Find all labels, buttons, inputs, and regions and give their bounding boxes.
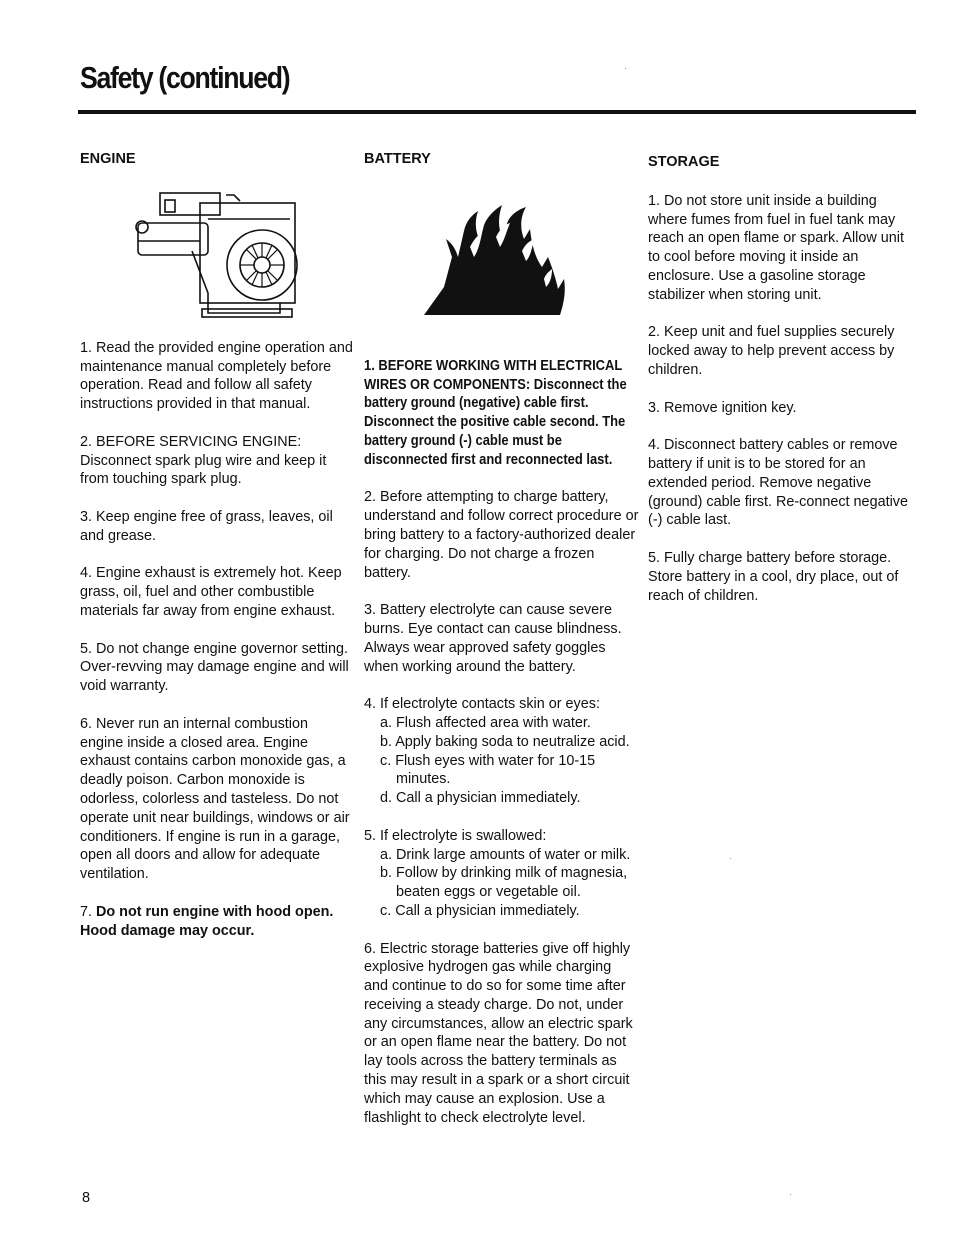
storage-item-1: 1. Do not store unit inside a building where fumes from fuel in fuel tank may reach an open flame or spark. Allow unit to cool before moving it inside an enclosure. Use a gasoline storage stabilizer when storing unit. <box>648 192 904 303</box>
engine-item-7-number: 7. <box>80 903 96 920</box>
battery-item-5-b: b. Follow by drinking milk of magnesia, beaten eggs or vegetable oil. <box>380 865 628 901</box>
page-number: 8 <box>82 1190 91 1206</box>
engine-item-2: 2. BEFORE SERVICING ENGINE: Disconnect spark plug wire and keep it from touching spark plug. <box>80 433 327 488</box>
engine-item-5: 5. Do not change engine governor setting. Over-revving may damage engine and will void warranty. <box>80 640 349 695</box>
battery-item-5-c: c. Call a physician immediately. <box>380 902 580 919</box>
engine-item-1: 1. Read the provided engine operation and maintenance manual completely before operation. Read and follow all safety instructions provided in that manual. <box>80 339 353 413</box>
battery-heading: BATTERY <box>364 151 431 167</box>
battery-item-1: 1. BEFORE WORKING WITH ELECTRICAL WIRES OR COMPONENTS: Disconnect the battery ground (negative) cable first. Disconnect the positive cable second. The battery ground (-) cable must be disconnected first and reconnected last. <box>364 357 627 468</box>
battery-item-3: 3. Battery electrolyte can cause severe burns. Eye contact can cause blindness. Always wear approved safety goggles when working around the battery. <box>364 602 622 675</box>
storage-heading: STORAGE <box>648 154 720 170</box>
scan-speck <box>790 1194 791 1195</box>
scan-speck <box>730 858 731 859</box>
storage-item-4: 4. Disconnect battery cables or remove battery if unit is to be stored for an extended period. Remove negative (ground) cable first. Re-connect negative (-) cable last. <box>648 437 908 529</box>
battery-item-4-intro: 4. If electrolyte contacts skin or eyes: <box>364 696 600 713</box>
battery-section <box>364 150 639 1146</box>
battery-item-4-d: d. Call a physician immediately. <box>380 790 581 807</box>
engine-section <box>80 150 355 959</box>
storage-section <box>648 150 910 624</box>
engine-item-3: 3. Keep engine free of grass, leaves, oil and grease. <box>80 508 333 544</box>
engine-item-7 <box>80 903 355 941</box>
storage-item-2: 2. Keep unit and fuel supplies securely locked away to help prevent access by children. <box>648 324 895 378</box>
battery-item-5-intro: 5. If electrolyte is swallowed: <box>364 827 547 844</box>
battery-item-4-b: b. Apply baking soda to neutralize acid. <box>380 733 630 750</box>
battery-item-4-c: c. Flush eyes with water for 10-15 minutes. <box>380 752 596 788</box>
battery-item-4-a: a. Flush affected area with water. <box>380 714 591 731</box>
title-rule <box>78 110 916 114</box>
battery-item-2: 2. Before attempting to charge battery, understand and follow correct procedure or bring battery to a factory-authorized dealer for charging. Do not charge a frozen battery. <box>364 489 639 581</box>
engine-item-4: 4. Engine exhaust is extremely hot. Keep grass, oil, fuel and other combustible materials far away from engine exhaust. <box>80 565 342 619</box>
battery-item-5-a: a. Drink large amounts of water or milk. <box>380 846 631 863</box>
flame-icon <box>424 187 574 317</box>
storage-item-3: 3. Remove ignition key. <box>648 399 797 416</box>
battery-item-5 <box>364 827 639 921</box>
page-title: Safety (continued) <box>80 60 290 95</box>
engine-item-6: 6. Never run an internal combustion engine inside a closed area. Engine exhaust contains carbon monoxide gas, a deadly poison. Carbon monoxide is odorless, colorless and tasteless. Do not operate unit near buildings, windows or air conditioners. If engine is run in a garage, open all doors and allow for adequate ventilation. <box>80 715 350 883</box>
battery-item-6: 6. Electric storage batteries give off highly explosive hydrogen gas while charging and continue to do so for some time after receiving a steady charge. Do not, under any circumstances, allow an electric spark or an open flame near the battery. Do not lay tools across the battery terminals as this may result in a spark or a short circuit which may cause an explosion. Use a flashlight to check electrolyte level. <box>364 940 633 1126</box>
scan-speck <box>625 68 626 69</box>
battery-item-4 <box>364 695 639 808</box>
engine-heading: ENGINE <box>80 151 136 167</box>
engine-icon <box>130 183 300 323</box>
storage-item-5: 5. Fully charge battery before storage. Store battery in a cool, dry place, out of reach of children. <box>648 549 899 604</box>
engine-item-7-text: Do not run engine with hood open. Hood damage may occur. <box>80 903 334 939</box>
